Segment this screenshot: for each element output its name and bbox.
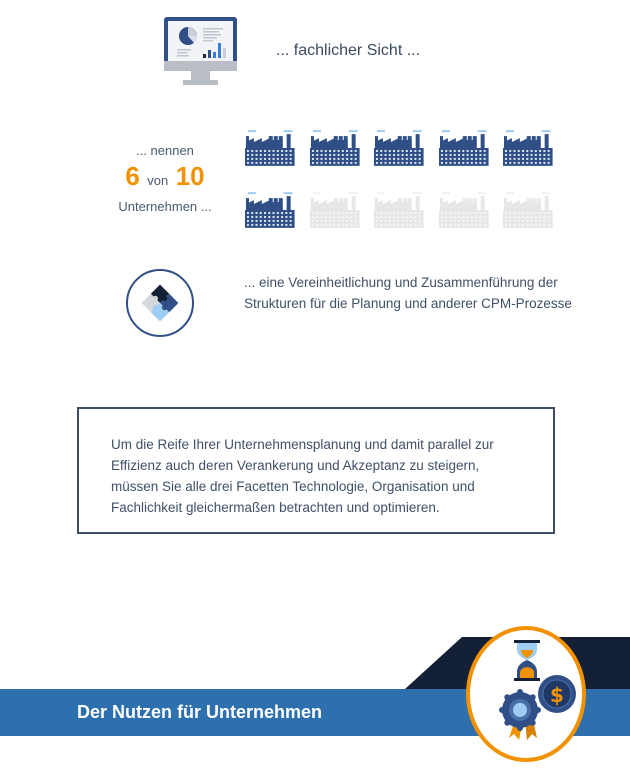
stat-total: 10 [175, 161, 205, 191]
callout-text: Um die Reife Ihrer Unternehmensplanung und damit parallel zur Effizienz auch deren Verankerung und Akzeptanz zu steigern, müssen Sie alle drei Facetten Technologie, Organisation und Fachlichkeit gleichermaßen betrachten und optimieren. [111, 437, 494, 515]
stat-suffix: Unternehmen ... [118, 199, 212, 214]
stat-of-label: von [147, 173, 169, 188]
stat-prefix: ... nennen [136, 143, 194, 158]
section-text-fachlicher-sicht: ... fachlicher Sicht ... [276, 42, 421, 59]
svg-text:$: $ [550, 683, 564, 707]
hourglass-award-coin-icon [465, 622, 587, 762]
stat-count: 6 [125, 161, 140, 191]
banner-title: Der Nutzen für Unternehmen [77, 702, 323, 722]
section-text-vereinheitlichung: ... eine Vereinheitlichung und Zusammenführung der Strukturen für die Planung und anderer CPM-Prozesse [244, 275, 572, 311]
